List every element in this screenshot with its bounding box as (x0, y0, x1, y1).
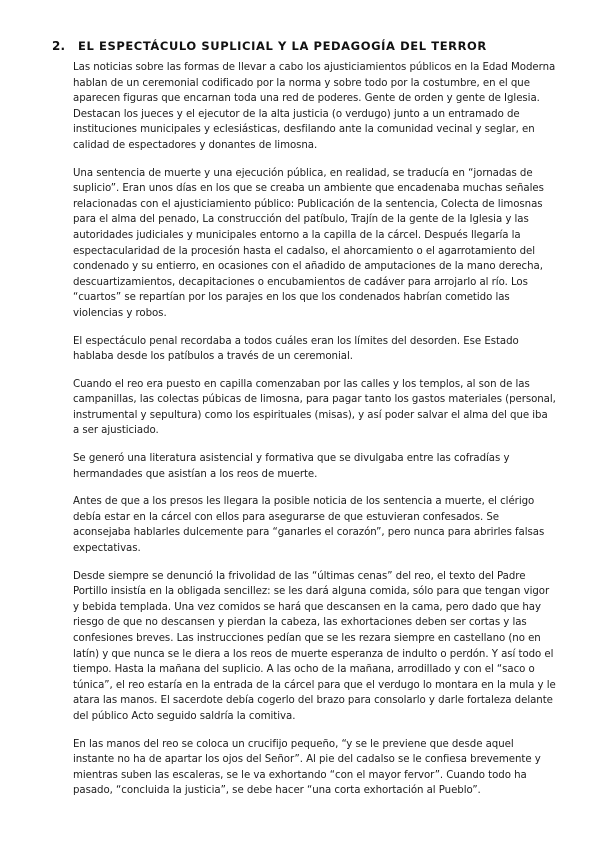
paragraph-literatura-asistencial: Se generó una literatura asistencial y formativa que se divulgaba entre las cofradías y hermandades que asistían a los reos de muerte. (73, 453, 510, 480)
section-number: 2. (52, 39, 66, 53)
section-heading (52, 39, 552, 53)
section-body (73, 60, 557, 811)
paragraph-jornadas-de-suplicio: Una sentencia de muerte y una ejecución pública, en realidad, se traducía en “jornadas de suplicio”. Eran unos días en los que se creaba un ambiente que encadenaba muchas señales relacionadas con el ajusticiamiento público: Publicación de la sentencia, Colecta de limosnas para el alma del penado, La construcción del patíbulo, Trajín de la gente de la Iglesia y las autoridades judiciales y municipales entorno a la capilla de la cárcel. Después llegaría la espectacularidad de la procesión hasta el cadalso, el ahorcamiento o el agarrotamiento del condenado y su entierro, en ocasiones con el añadido de amputaciones de la mano derecha, descuartizamientos, decapitaciones o encubamientos de cadáver para arrojarlo al río. Los “cuartos” se repartían por los parajes en los que los condenados habrían cometido las violencias y robos. (73, 167, 544, 319)
paragraph-colectas-limosna: Cuando el reo era puesto en capilla comenzaban por las calles y los templos, al son de las campanillas, las colectas púbicas de limosna, para pagar tanto los gastos materiales (personal, instrumental y sepultura) como los espirituales (misas), y así poder salvar el alma del que iba a ser ajusticiado. (73, 378, 556, 437)
paragraph-ultimas-cenas: Desde siempre se denunció la frivolidad de las “últimas cenas” del reo, el texto del Padre Portillo insistía en la obligada sencillez: se les dará alguna comida, sólo para que tengan vigor y bebida templada. Una vez comidos se hará que descansen en la cama, pero dado que hay riesgo de que no descansen y pierdan la cabeza, las exhortaciones deben ser cortas y las confesiones breves. Las instrucciones pedían que se les rezara siempre en castellano (no en latín) y que nunca se le diera a los reos de muerte esperanza de indulto o perdón. Y así todo el tiempo. Hasta la mañana del suplicio. A las ocho de la mañana, arrodillado y con el “saco o túnica”, el reo estaría en la entrada de la cárcel para que el verdugo lo montara en la mula y le atara las manos. El sacerdote debía cogerlo del brazo para consolarlo y darle fortaleza delante del público Acto seguido saldría la comitiva. (73, 570, 556, 722)
paragraph-espectaculo-penal: El espectáculo penal recordaba a todos cuáles eran los límites del desorden. Ese Estado hablaba desde los patíbulos a través de un ceremonial. (73, 335, 519, 363)
paragraph-clerigo-carcel: Antes de que a los presos les llegara la posible noticia de los sentencia a muerte, el clérigo debía estar en la cárcel con ellos para asegurarse de que estuvieran confesados. Se aconsejaba hablarles dulcemente para “ganarles el corazón”, pero nunca para abrirles falsas expectativas. (73, 496, 545, 555)
paragraph-crucifijo-cadalso: En las manos del reo se coloca un crucifijo pequeño, “y se le previene que desde aquel instante no ha de apartar los ojos del Señor”. Al pie del cadalso se le confiesa brevemente y mientras suben las escaleras, se le va exhortando “con el mayor fervor”. Cuando todo ha pasado, “concluida la justicia”, se debe hacer “una corta exhortación al Pueblo”. (73, 738, 541, 797)
paragraph-ceremonial: Las noticias sobre las formas de llevar a cabo los ajusticiamientos públicos en la Edad Moderna hablan de un ceremonial codificado por la norma y sobre todo por la costumbre, en el que aparecen figuras que encarnan toda una red de poderes. Gente de orden y gente de Iglesia. Destacan los jueces y el ejecutor de la alta justicia (o verdugo) junto a un entramado de instituciones municipales y eclesiásticas, desfilando ante la comunidad vecinal y seglar, en calidad de espectadores y donantes de limosna. (73, 62, 556, 151)
section-title: EL ESPECTÁCULO SUPLICIAL Y LA PEDAGOGÍA DEL TERROR (78, 39, 487, 53)
